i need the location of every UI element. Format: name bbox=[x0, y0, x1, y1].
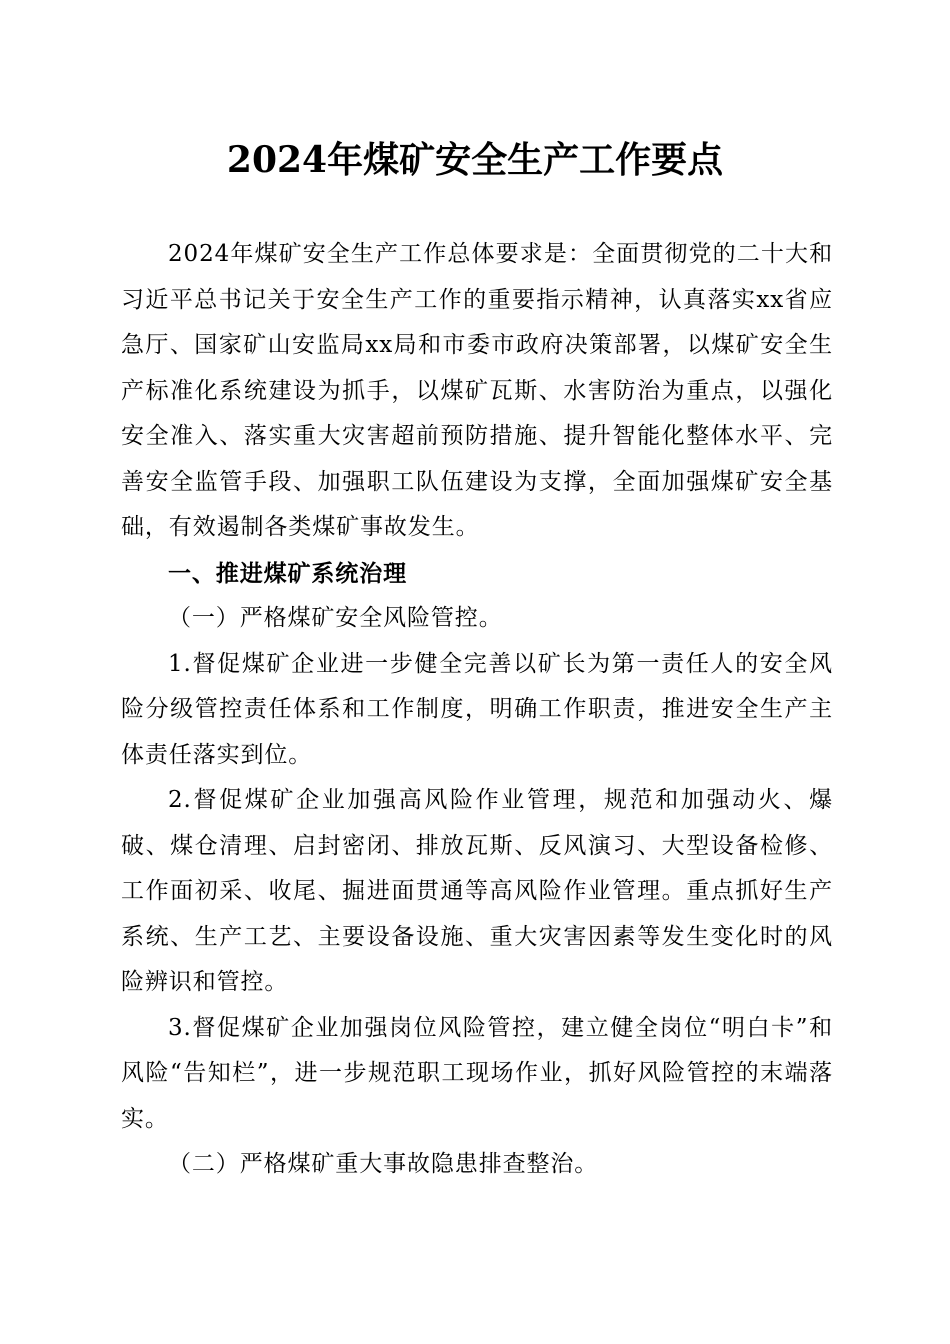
document-body bbox=[121, 232, 833, 1188]
document-title: 2024年煤矿安全生产工作要点 bbox=[226, 139, 724, 181]
subsection-heading: （二）严格煤矿重大事故隐患排查整治。 bbox=[168, 1151, 599, 1177]
list-item: 1.督促煤矿企业进一步健全完善以矿长为第一责任人的安全风险分级管控责任体系和工作制度，明确工作职责，推进安全生产主体责任落实到位。 bbox=[121, 650, 833, 768]
list-item: 3.督促煤矿企业加强岗位风险管控，建立健全岗位“明白卡”和风险“告知栏”，进一步规范职工现场作业，抓好风险管控的末端落实。 bbox=[121, 1014, 833, 1132]
list-item: 2.督促煤矿企业加强高风险作业管理，规范和加强动火、爆破、煤仓清理、启封密闭、排放瓦斯、反风演习、大型设备检修、工作面初采、收尾、掘进面贯通等高风险作业管理。重点抓好生产系统、生产工艺、主要设备设施、重大灾害因素等发生变化时的风险辨识和管控。 bbox=[121, 787, 833, 995]
section-heading: 一、推进煤矿系统治理 bbox=[168, 559, 407, 587]
intro-paragraph: 2024年煤矿安全生产工作总体要求是：全面贯彻党的二十大和习近平总书记关于安全生产工作的重要指示精神，认真落实xx省应急厅、国家矿山安监局xx局和市委市政府决策部署，以煤矿安全生产标准化系统建设为抓手，以煤矿瓦斯、水害防治为重点，以强化安全准入、落实重大灾害超前预防措施、提升智能化整体水平、完善安全监管手段、加强职工队伍建设为支撑，全面加强煤矿安全基础，有效遏制各类煤矿事故发生。 bbox=[121, 241, 833, 540]
subsection-heading: （一）严格煤矿安全风险管控。 bbox=[168, 605, 503, 631]
